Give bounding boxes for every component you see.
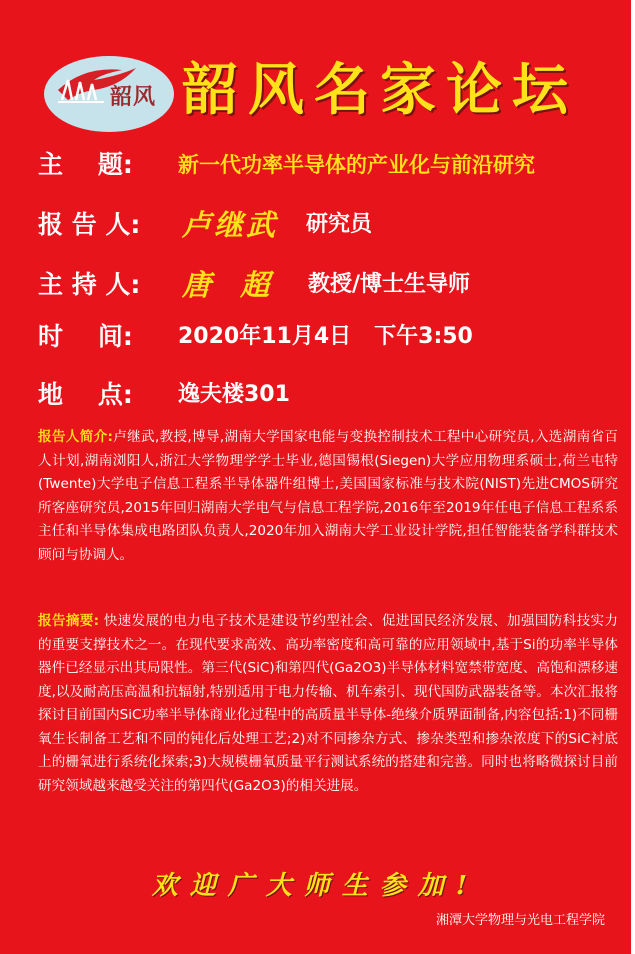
report-abstract [38,610,618,798]
speaker-role: 研究员 [306,212,373,237]
bio-text: 卢继武,教授,博导,湖南大学国家电能与变换控制技术工程中心研究员,入选湖南省百人计划,湖南浏阳人,浙江大学物理学学士毕业,德国锡根(Siegen)大学应用物理系硕士,荷兰屯特(Twente)大学电子信息工程系半导体器件组博士,美国国家标准与技术院(NIST)先进CMOS研究所客座研究员,2015年回归湖南大学电气与信息工程学院,2016年至2019年任电子信息工程系系主任和半导体集成电路团队负责人,2020年加入湖南大学工业设计学院,担任智能装备学科群技术顾问与协调人。 [38,429,618,563]
topic-value: 新一代功率半导体的产业化与前沿研究 [178,152,535,177]
organizer: 湘潭大学物理与光电工程学院 [435,913,605,928]
host-label: 主 持 人: [38,270,141,299]
abstract-text: 快速发展的电力电子技术是建设节约型社会、促进国民经济发展、加强国防科技实力的重要支撑技术之一。在现代要求高效、高功率密度和高可靠的应用领域中,基于Si的功率半导体器件已经显示出其局限性。第三代(SiC)和第四代(Ga2O3)半导体材料宽禁带宽度、高饱和漂移速度,以及耐高压高温和抗辐射,特别适用于电力传输、机车索引、现代国防武器装备等。本次汇报将探讨目前国内SiC功率半导体商业化过程中的高质量半导体-绝缘介质界面制备,内容包括:1)不同栅氧生长制备工艺和不同的钝化后处理工艺;2)对不同掺杂方式、掺杂类型和掺杂浓度下的SiC衬底上的栅氧进行系统化探索;3)大规模栅氧质量平行测试系统的搭建和完善。同时也将略微探讨目前研究领域越来越受关注的第四代(Ga2O3)的相关进展。 [38,613,618,794]
topic-label: 主 题: [38,150,133,179]
time-value: 2020年11月4日 下午3:50 [178,324,473,349]
speaker-label: 报 告 人: [38,210,141,239]
place-value: 逸夫楼301 [178,382,290,407]
logo [44,56,174,132]
speaker-name: 卢继武 [182,208,279,242]
abstract-header: 报告摘要: [38,613,100,629]
logo-text: 韶风 [110,84,157,110]
host-name: 唐 超 [182,268,273,302]
place-label: 地 点: [38,380,133,409]
host-role: 教授/博士生导师 [308,272,471,297]
time-label: 时 间: [38,322,133,351]
speaker-bio [38,426,618,567]
bio-header: 报告人简介: [38,429,113,445]
welcome-message: 欢迎广大师生参加! [151,871,480,901]
forum-title: 韶风名家论坛 [182,57,578,123]
